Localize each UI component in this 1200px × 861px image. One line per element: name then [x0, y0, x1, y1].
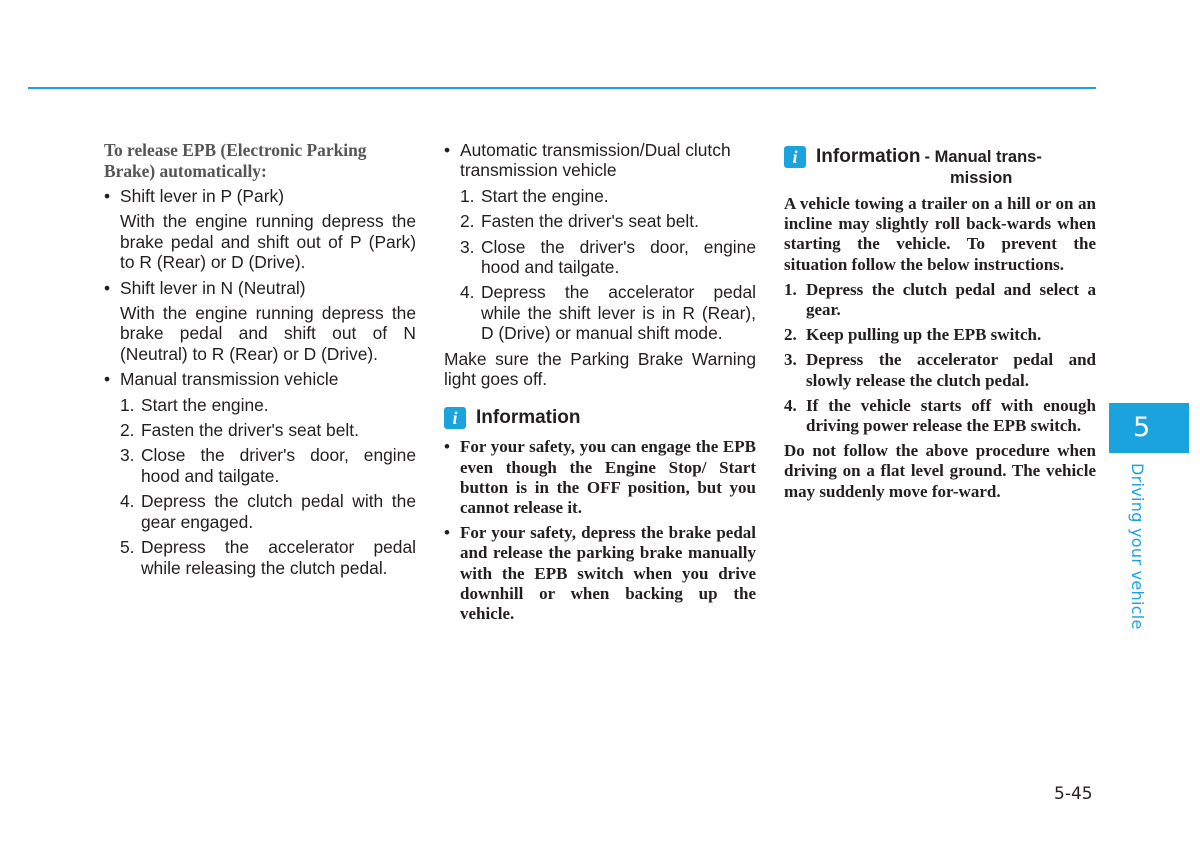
step-item — [460, 186, 756, 206]
chapter-label — [1126, 463, 1150, 630]
info-subtitle-cont: mission — [950, 169, 1013, 187]
info-title: Information — [816, 146, 921, 167]
chapter-tab: 5 — [1109, 403, 1189, 453]
list-item — [104, 278, 416, 298]
info-box-header — [444, 407, 756, 429]
step-number: 3. — [460, 236, 475, 257]
step-number: 4. — [120, 491, 135, 512]
bullet-dot: • — [104, 186, 111, 206]
info-title: Information — [476, 407, 581, 429]
closing-text: Do not follow the above procedure when driving on a flat level ground. The vehicle may suddenly move for-ward. — [784, 441, 1096, 501]
list-item — [104, 186, 416, 206]
bullet-dot: • — [104, 369, 111, 390]
step-item — [120, 420, 416, 440]
step-number: 4. — [784, 395, 797, 415]
step-item — [460, 237, 756, 278]
column-3 — [784, 140, 1096, 507]
bullet-text: For your safety, depress the brake pedal and release the parking brake manually with the EPB switch when you drive downhill or when backing up the vehicle. — [460, 523, 756, 624]
step-item — [784, 350, 1096, 390]
step-item — [460, 282, 756, 343]
step-number: 3. — [120, 445, 135, 466]
bullet-dot: • — [444, 437, 450, 457]
intro-text: A vehicle towing a trailer on a hill or on an incline may slightly roll back-wards when starting the vehicle. To prevent the situation follow the below instructions. — [784, 194, 1096, 274]
step-number: 5. — [120, 537, 135, 558]
info-box-header — [784, 146, 1096, 188]
list-item — [104, 369, 416, 389]
step-number: 1. — [460, 185, 475, 206]
list-item — [444, 140, 756, 181]
step-number: 2. — [460, 211, 475, 232]
info-icon: i — [444, 407, 466, 429]
step-text: Start the engine. — [481, 185, 609, 206]
step-text: Close the driver's door, engine hood and tailgate. — [141, 445, 416, 486]
step-text: Close the driver's door, engine hood and tailgate. — [481, 236, 756, 278]
step-number: 3. — [784, 350, 797, 370]
note-text: Make sure the Parking Brake Warning light goes off. — [444, 348, 756, 390]
bullet-dot: • — [104, 277, 111, 298]
step-item — [120, 395, 416, 415]
paragraph: With the engine running depress the brake pedal and shift out of P (Park) to R (Rear) or D (Drive). — [120, 211, 416, 273]
list-item — [444, 523, 756, 624]
info-icon: i — [784, 146, 806, 168]
bullet-dot: • — [444, 140, 451, 160]
header-rule — [28, 87, 1096, 89]
bullet-text: Shift lever in P (Park) — [120, 186, 284, 206]
bullet-text: Manual transmission vehicle — [120, 369, 339, 390]
bullet-text: For your safety, you can engage the EPB even though the Engine Stop/ Start button is in the OFF position, but you cannot release it. — [460, 437, 756, 518]
step-number: 1. — [120, 394, 135, 415]
step-item — [120, 537, 416, 578]
info-subtitle: - Manual trans- — [924, 148, 1042, 166]
step-text: Depress the accelerator pedal while releasing the clutch pedal. — [141, 537, 416, 578]
list-item — [444, 437, 756, 518]
step-item — [120, 491, 416, 532]
step-item — [120, 445, 416, 486]
step-number: 4. — [460, 282, 475, 303]
step-item — [784, 325, 1096, 345]
step-text: Depress the accelerator pedal while the shift lever is in R (Rear), D (Drive) or manual shift mode. — [481, 282, 756, 344]
step-text: Depress the accelerator pedal and slowly release the clutch pedal. — [806, 350, 1096, 390]
step-text: Depress the clutch pedal and select a gear. — [806, 279, 1096, 320]
step-item — [784, 396, 1096, 436]
info-heading-group — [816, 146, 1042, 188]
page-number: 5-45 — [1054, 784, 1093, 804]
step-text: Fasten the driver's seat belt. — [141, 420, 359, 441]
section-heading: To release EPB (Electronic Parking Brake) automatically: — [104, 140, 367, 181]
step-number: 2. — [120, 420, 135, 441]
step-number: 2. — [784, 325, 797, 345]
step-text: Keep pulling up the EPB switch. — [806, 325, 1042, 345]
column-1 — [104, 140, 416, 583]
step-item — [460, 211, 756, 231]
step-text: Depress the clutch pedal with the gear engaged. — [141, 491, 416, 532]
column-2 — [444, 140, 756, 629]
step-text: Start the engine. — [141, 394, 269, 415]
paragraph: With the engine running depress the brake pedal and shift out of N (Neutral) to R (Rear) or D (Drive). — [120, 303, 416, 364]
step-text: Fasten the driver's seat belt. — [481, 211, 699, 232]
step-number: 1. — [784, 279, 797, 299]
bullet-dot: • — [444, 523, 450, 543]
bullet-text: Shift lever in N (Neutral) — [120, 277, 306, 298]
bullet-text: Automatic transmission/Dual clutch transmission vehicle — [460, 140, 731, 181]
step-item — [784, 280, 1096, 320]
chapter-label-text: Driving your vehicle — [1128, 463, 1147, 630]
step-text: If the vehicle starts off with enough driving power release the EPB switch. — [806, 395, 1096, 436]
